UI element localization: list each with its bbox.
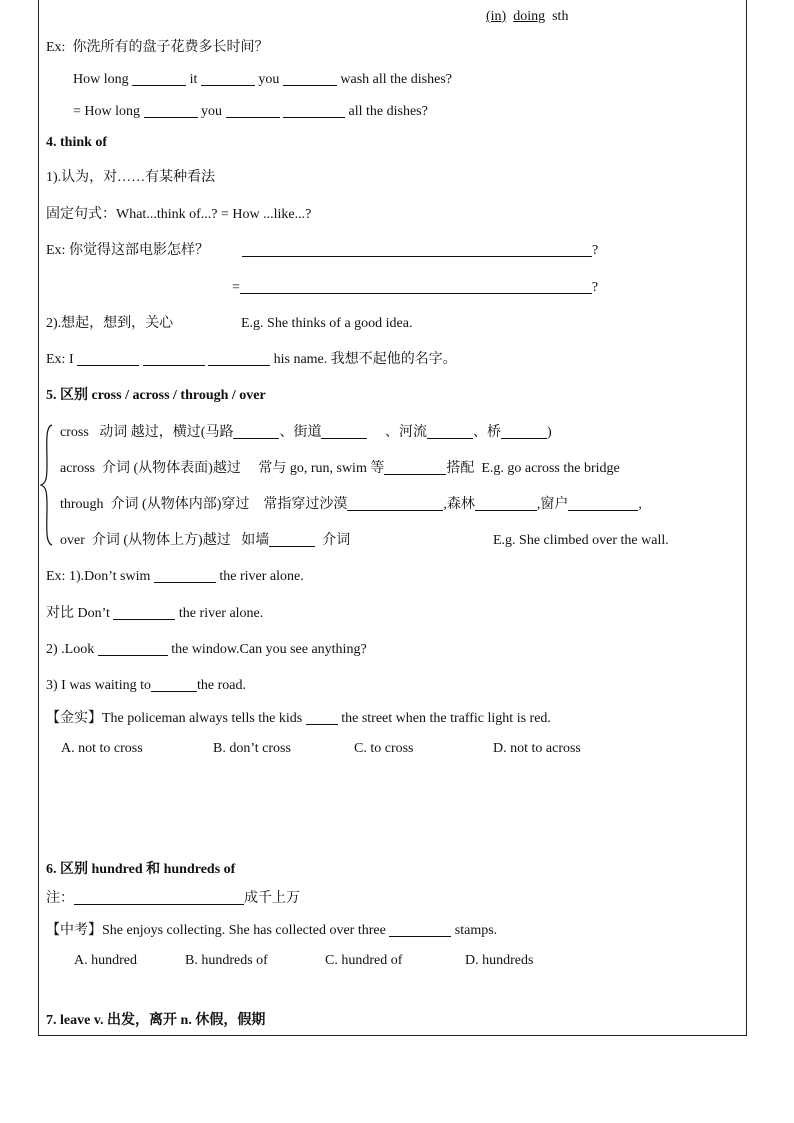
- blank[interactable]: [269, 532, 315, 547]
- sec4-pattern: 固定句式：What...think of...? = How ...like...?: [46, 207, 312, 222]
- sec5-compare: 对比 Don’t the river alone.: [46, 606, 264, 621]
- ex-wash-line2: = How long you all the dishes?: [73, 104, 428, 119]
- blank[interactable]: [201, 71, 255, 86]
- sec5-ex3: 3) I was waiting to the road.: [46, 678, 246, 693]
- blank[interactable]: [283, 71, 337, 86]
- over-eg: E.g. She climbed over the wall.: [493, 533, 669, 548]
- sec5-option-b[interactable]: B. don’t cross: [213, 741, 291, 756]
- sec6-quiz: 【中考】She enjoys collecting. She has collected over three stamps.: [46, 923, 498, 938]
- sec5-option-c[interactable]: C. to cross: [354, 741, 414, 756]
- blank[interactable]: [568, 496, 638, 511]
- blank[interactable]: [283, 103, 345, 118]
- sec5-option-d[interactable]: D. not to across: [493, 741, 581, 756]
- blank[interactable]: [427, 424, 473, 439]
- blank[interactable]: [233, 424, 279, 439]
- blank[interactable]: [347, 496, 443, 511]
- answer-blank[interactable]: [240, 279, 592, 294]
- sec5-option-a[interactable]: A. not to cross: [61, 741, 143, 756]
- sec5-quiz: 【金实】The policeman always tells the kids the street when the traffic light is red.: [46, 711, 551, 726]
- blank[interactable]: [306, 710, 338, 725]
- over-row: over 介词 (从物体上方)越过 如墙 介词: [60, 533, 351, 548]
- sec7-title: 7. leave v. 出发，离开 n. 休假，假期: [46, 1013, 266, 1028]
- across-row: across 介词 (从物体表面)越过 常与 go, run, swim 等 搭配 E.g. go across the bridge: [60, 461, 620, 476]
- blank[interactable]: [154, 568, 216, 583]
- sec4-ex1-answer2: = ?: [232, 280, 599, 295]
- through-row: through 介词 (从物体内部)穿过 常指穿过沙漠 ,森林 ,窗户 ,: [60, 497, 642, 512]
- sec6-option-b[interactable]: B. hundreds of: [185, 953, 268, 968]
- blank[interactable]: [74, 890, 244, 905]
- sec4-meaning2: 2).想起，想到，关心: [46, 316, 174, 331]
- blank[interactable]: [501, 424, 547, 439]
- sec4-meaning1: 1).认为，对……有某种看法: [46, 170, 216, 185]
- sec4-title: 4. think of: [46, 135, 108, 150]
- sec5-title: 5. 区别 cross / across / through / over: [46, 388, 266, 403]
- sec4-ex2: Ex: I his name. 我想不起他的名字。: [46, 352, 457, 367]
- ex-wash-line1: How long it you wash all the dishes?: [73, 72, 452, 87]
- blank[interactable]: [321, 424, 367, 439]
- blank[interactable]: [384, 460, 446, 475]
- sec6-title: 6. 区别 hundred 和 hundreds of: [46, 862, 236, 877]
- top-note: (in) doing sth: [486, 9, 569, 24]
- sec6-option-d[interactable]: D. hundreds: [465, 953, 534, 968]
- sec5-ex2: 2) .Look the window.Can you see anything?: [46, 642, 367, 657]
- blank[interactable]: [132, 71, 186, 86]
- cross-row: cross 动词 越过，横过(马路 、街道 、河流 、桥 ): [60, 425, 552, 440]
- blank[interactable]: [143, 351, 205, 366]
- page-frame: [38, 0, 747, 1036]
- sec6-note: 注： 成千上万: [46, 891, 300, 906]
- sec4-meaning2-eg: E.g. She thinks of a good idea.: [241, 316, 413, 331]
- blank[interactable]: [113, 605, 175, 620]
- blank[interactable]: [151, 677, 197, 692]
- sec6-option-a[interactable]: A. hundred: [74, 953, 137, 968]
- sec6-option-c[interactable]: C. hundred of: [325, 953, 403, 968]
- sec4-ex1: Ex: 你觉得这部电影怎样？: [46, 243, 209, 258]
- sec5-ex1: Ex: 1).Don’t swim the river alone.: [46, 569, 304, 584]
- blank[interactable]: [389, 922, 451, 937]
- answer-blank[interactable]: [242, 242, 592, 257]
- blank[interactable]: [98, 641, 168, 656]
- blank[interactable]: [475, 496, 537, 511]
- ex-wash-cn: Ex: 你洗所有的盘子花费多长时间？: [46, 40, 269, 55]
- blank[interactable]: [226, 103, 280, 118]
- blank[interactable]: [144, 103, 198, 118]
- blank[interactable]: [208, 351, 270, 366]
- brace-icon: [40, 424, 54, 546]
- blank[interactable]: [77, 351, 139, 366]
- sec4-ex1-answer: ?: [242, 242, 598, 260]
